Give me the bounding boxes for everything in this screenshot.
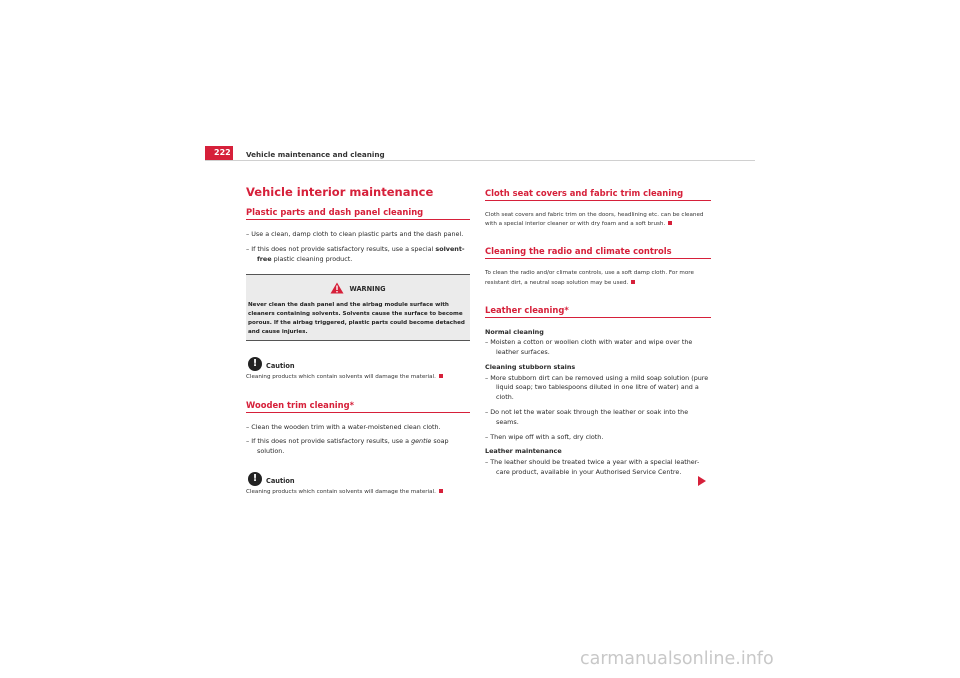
leather-normal-step: – Moisten a cotton or woollen cloth with water and wipe over the leather surfaces. [485, 338, 693, 357]
caution-header [248, 357, 470, 371]
page-title: Vehicle interior maintenance [246, 185, 434, 199]
cloth-cleaning-heading: Cloth seat covers and fabric trim cleaning [485, 188, 711, 201]
leather-stubborn-step-2: – Do not let the water soak through the leather or soak into the seams. [485, 407, 689, 426]
plastic-step-2: – If this does not provide satisfactory results, use a special solvent-free plastic cleaning product. [246, 244, 465, 263]
section-end-marker [668, 221, 672, 225]
section-end-marker [439, 374, 443, 378]
wooden-step-2: – If this does not provide satisfactory results, use a gentle soap solution. [246, 437, 449, 456]
warning-label: WARNING [349, 284, 386, 293]
exclamation-circle-icon: ! [248, 357, 262, 371]
caution-label: Caution [266, 362, 295, 371]
stubborn-stains-label: Cleaning stubborn stains [485, 363, 576, 371]
caution-label: Caution [266, 476, 295, 485]
warning-text: Never clean the dash panel and the airbag module surface with cleaners containing solvents. Solvents cause the surface to become porous. If the airbag triggered, plastic parts could become detached and cause injuries. [248, 302, 465, 336]
running-header: Vehicle maintenance and cleaning [246, 150, 385, 159]
page-number: 222 [205, 146, 233, 160]
caution-text: Cleaning products which contain solvents will damage the material. [246, 373, 470, 382]
radio-cleaning-heading: Cleaning the radio and climate controls [485, 246, 711, 259]
leather-maintenance-label: Leather maintenance [485, 447, 562, 456]
header-divider [205, 160, 755, 161]
leather-stubborn-step-3: – Then wipe off with a soft, dry cloth. [485, 432, 604, 441]
plastic-step-1: – Use a clean, damp cloth to clean plastic parts and the dash panel. [246, 230, 464, 238]
section-end-marker [631, 280, 635, 284]
normal-cleaning-label: Normal cleaning [485, 327, 544, 336]
leather-cleaning-heading: Leather cleaning* [485, 305, 711, 318]
wooden-step-1: – Clean the wooden trim with a water-moistened clean cloth. [246, 422, 441, 431]
wooden-trim-heading: Wooden trim cleaning* [246, 400, 470, 413]
watermark: carmanualsonline.info [580, 649, 774, 669]
next-page-arrow-icon [698, 476, 706, 486]
left-column [246, 184, 470, 497]
right-column [485, 184, 711, 483]
cloth-cleaning-text: Cloth seat covers and fabric trim on the doors, headlining etc. can be cleaned with a special interior cleaner or with dry foam and a soft brush. [485, 212, 704, 228]
leather-stubborn-step-1: – More stubborn dirt can be removed using a mild soap solution (pure liquid soap; two tablespoons diluted in one litre of water) and a cloth. [485, 373, 709, 402]
caution-header [248, 472, 470, 486]
caution-text: Cleaning products which contain solvents will damage the material. [246, 488, 470, 497]
warning-box [246, 274, 470, 341]
warning-triangle-icon [330, 279, 344, 298]
section-end-marker [439, 489, 443, 493]
radio-cleaning-text: To clean the radio and/or climate controls, use a soft damp cloth. For more resistant dirt, a neutral soap solution may be used. [485, 270, 694, 286]
exclamation-circle-icon: ! [248, 472, 262, 486]
leather-maintenance-step: – The leather should be treated twice a year with a special leather-care product, available in your Authorised Service Centre. [485, 457, 700, 476]
plastic-cleaning-heading: Plastic parts and dash panel cleaning [246, 207, 470, 220]
